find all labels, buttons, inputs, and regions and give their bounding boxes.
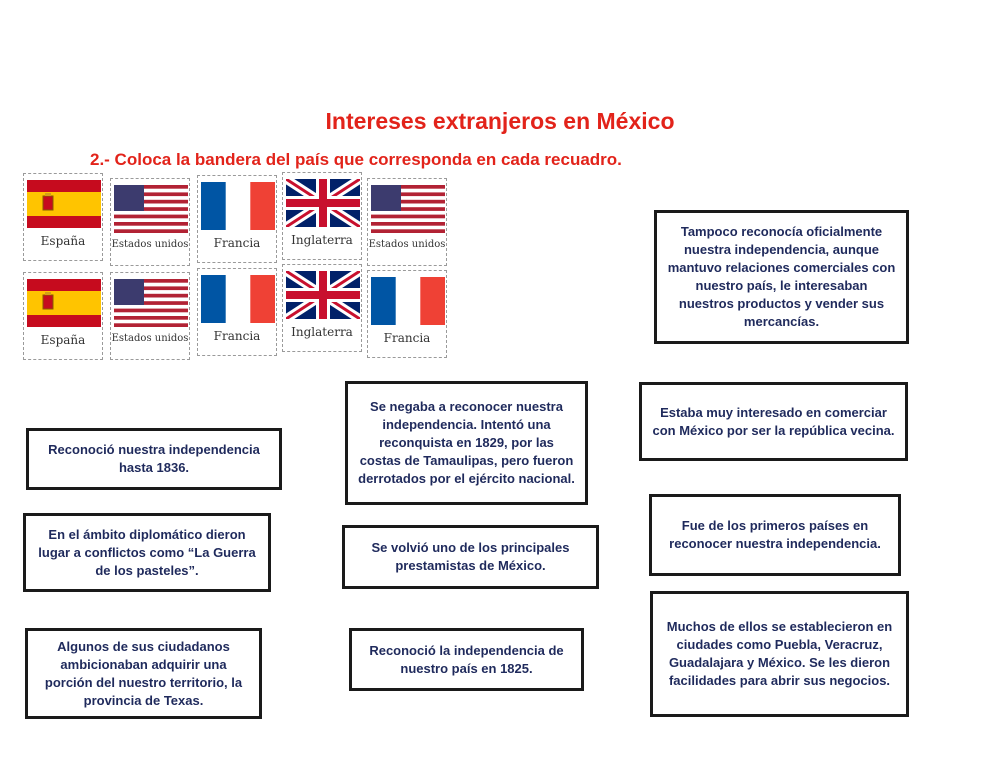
flag-tile-france[interactable] — [367, 270, 447, 358]
clue-text: En el ámbito diplomático dieron lugar a conflictos como “La Guerra de los pasteles”. — [38, 526, 256, 578]
flag-label: España — [40, 333, 86, 347]
clue-box-reconocio-1825[interactable] — [349, 628, 584, 691]
clue-text: Algunos de sus ciudadanos ambicionaban adquirir una porción del nuestro territorio, la provincia de Texas. — [44, 638, 243, 708]
spain-flag-icon — [27, 279, 101, 327]
flag-label: Francia — [213, 236, 261, 250]
clue-box-negaba[interactable] — [345, 381, 588, 505]
france-flag-icon — [201, 275, 275, 323]
france-flag-icon — [201, 182, 275, 230]
flag-label: Inglaterra — [291, 233, 353, 247]
flag-label: Estados unidos — [111, 333, 189, 344]
flag-label: Estados unidos — [111, 239, 189, 250]
flag-tile-uk[interactable] — [282, 264, 362, 352]
france-flag-icon — [371, 277, 445, 325]
uk-flag-icon — [286, 271, 360, 319]
clue-text: Muchos de ellos se establecieron en ciudades como Puebla, Veracruz, Guadalajara y México. Se les dieron facilidades para abrir sus negocios. — [666, 619, 893, 688]
uk-flag-icon — [286, 179, 360, 227]
usa-flag-icon — [114, 185, 188, 233]
clue-text: Reconoció nuestra independencia hasta 1836. — [48, 442, 260, 475]
clue-text: Se negaba a reconocer nuestra independencia. Intentó una reconquista en 1829, por las costas de Tamaulipas, pero fueron derrotados por el ejército nacional. — [358, 399, 575, 486]
flag-tile-usa[interactable] — [110, 178, 190, 266]
spain-flag-icon — [27, 180, 101, 228]
clue-text: Tampoco reconocía oficialmente nuestra independencia, aunque mantuvo relaciones comerciales con nuestro país, le interesaban nuestros productos y vender sus mercancías. — [667, 224, 896, 329]
clue-text: Se volvió uno de los principales prestamistas de México. — [371, 540, 570, 573]
usa-flag-icon — [371, 185, 445, 233]
flag-label: Inglaterra — [291, 325, 353, 339]
clue-text: Estaba muy interesado en comerciar con México por ser la república vecina. — [652, 404, 895, 438]
usa-flag-icon — [114, 279, 188, 327]
flag-tile-spain[interactable] — [23, 173, 103, 261]
instruction-text: 2.- Coloca la bandera del país que corresponda en cada recuadro. — [90, 150, 622, 169]
clue-box-ciudadanos[interactable] — [25, 628, 262, 719]
flag-label: Francia — [213, 329, 261, 343]
flag-tile-france[interactable] — [197, 268, 277, 356]
flag-tile-spain[interactable] — [23, 272, 103, 360]
flag-tile-france[interactable] — [197, 175, 277, 263]
clue-box-estaba[interactable] — [639, 382, 908, 461]
flag-label: Estados unidos — [368, 239, 446, 250]
flag-tile-usa[interactable] — [110, 272, 190, 360]
clue-text: Reconoció la independencia de nuestro país en 1825. — [369, 642, 564, 676]
clue-box-reconocio-1836[interactable] — [26, 428, 282, 490]
clue-box-prestamistas[interactable] — [342, 525, 599, 589]
flag-label: España — [40, 234, 86, 248]
flag-tile-uk[interactable] — [282, 172, 362, 260]
flag-tile-usa[interactable] — [367, 178, 447, 266]
clue-box-muchos[interactable] — [650, 591, 909, 717]
clue-text: Fue de los primeros países en reconocer nuestra independencia. — [669, 518, 881, 551]
clue-box-ambito[interactable] — [23, 513, 271, 592]
flag-label: Francia — [383, 331, 431, 345]
clue-box-tampoco[interactable] — [654, 210, 909, 344]
clue-box-primeros[interactable] — [649, 494, 901, 576]
page-title: Intereses extranjeros en México — [325, 108, 675, 134]
